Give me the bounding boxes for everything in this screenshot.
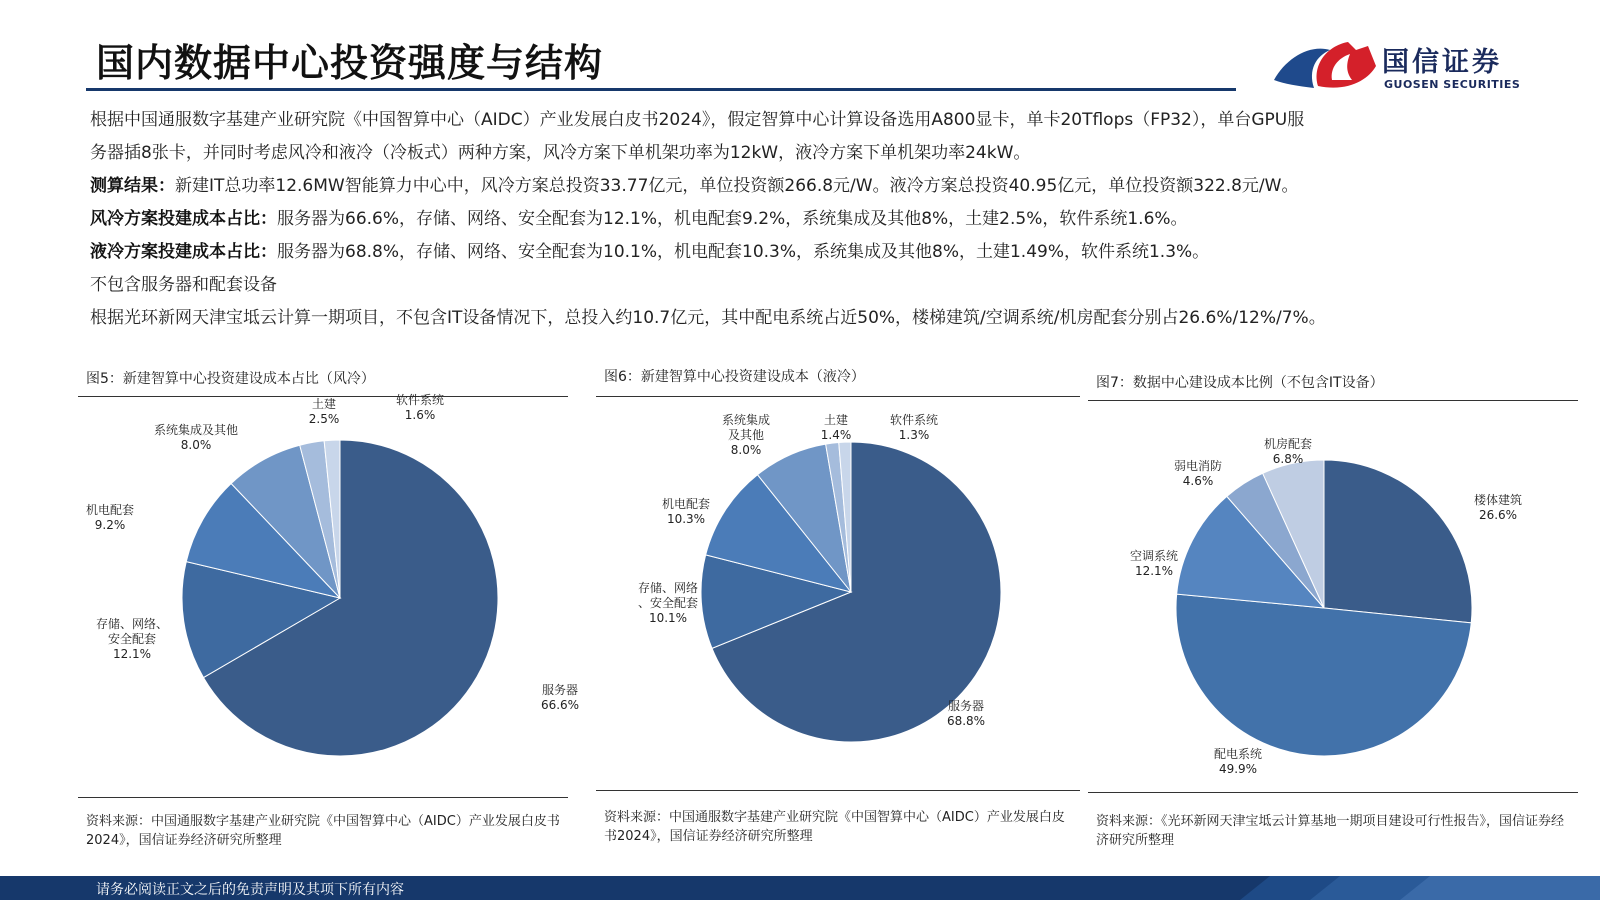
pie-label-3: 系统集成及其他 8.0% <box>153 423 239 452</box>
pie-label-5: 软件系统 1.6% <box>395 393 445 422</box>
pie-value-label: 9.2% <box>94 518 126 532</box>
pie-value-label: 2.5% <box>308 412 340 426</box>
pie-value-label: 66.6% <box>540 698 580 712</box>
pie-value-label: 8.0% <box>180 438 212 452</box>
summary-line: 风冷方案投建成本占比：服务器为66.6%，存储、网络、安全配套为12.1%，机电配套9.2%，系统集成及其他8%，土建2.5%，软件系统1.6%。 <box>90 209 1188 229</box>
logo-mark-icon <box>1272 36 1382 96</box>
footer-decoration-icon <box>1200 876 1600 900</box>
chart-title: 图5：新建智算中心投资建设成本占比（风冷） <box>86 371 375 387</box>
pie-label-1: 存储、网络、安全配套 12.1% <box>95 617 169 661</box>
chart-bottom-rule <box>78 797 568 798</box>
pie-label-5: 软件系统 1.3% <box>889 413 939 442</box>
pie-value-label: 10.1% <box>648 611 688 625</box>
pie-label-2: 机电配套 10.3% <box>661 497 711 526</box>
title-underline <box>86 88 1236 91</box>
summary-line: 不包含服务器和配套设备 <box>90 275 277 295</box>
chart-title: 图7：数据中心建设成本比例（不包含IT设备） <box>1096 375 1384 391</box>
pie-label-0: 服务器 68.8% <box>946 699 986 728</box>
chart-bottom-rule <box>596 790 1080 791</box>
summary-label: 风冷方案投建成本占比： <box>90 209 277 229</box>
chart-source: 资料来源：中国通服数字基建产业研究院《中国智算中心（AIDC）产业发展白皮书2024》，国信证券经济研究所整理 <box>86 814 560 848</box>
chart-panel-air-cooling <box>78 360 580 860</box>
pie-value-label: 26.6% <box>1478 508 1518 522</box>
pie-chart-datacenter-cost <box>1088 360 1578 780</box>
page-title: 国内数据中心投资强度与结构 <box>96 41 604 85</box>
pie-slice-1 <box>1176 594 1471 756</box>
pie-value-label: 10.3% <box>666 512 706 526</box>
pie-label-0: 楼体建筑 26.6% <box>1473 493 1523 522</box>
pie-value-label: 4.6% <box>1182 474 1214 488</box>
pie-value-label: 49.9% <box>1218 762 1258 776</box>
pie-chart-liquid-cooling <box>596 360 1080 780</box>
chart-panel-datacenter-cost <box>1088 360 1578 860</box>
footer-disclaimer: 请务必阅读正文之后的免责声明及其项下所有内容 <box>96 882 404 898</box>
chart-bottom-rule <box>1088 792 1578 793</box>
pie-label-1: 存储、网络、安全配套 10.1% <box>637 581 699 625</box>
brand-logo <box>1272 36 1532 96</box>
chart-title: 图6：新建智算中心投资建设成本（液冷） <box>604 369 865 385</box>
pie-label-2: 机电配套 9.2% <box>85 503 135 532</box>
pie-value-label: 12.1% <box>1134 564 1174 578</box>
chart-panel-liquid-cooling <box>596 360 1080 860</box>
pie-value-label: 12.1% <box>112 647 152 661</box>
summary-line: 务器插8张卡，并同时考虑风冷和液冷（冷板式）两种方案，风冷方案下单机架功率为12kW，液冷方案下单机架功率24kW。 <box>90 143 1031 163</box>
pie-value-label: 1.6% <box>404 408 436 422</box>
summary-label: 液冷方案投建成本占比： <box>90 242 277 262</box>
summary-text <box>90 104 1550 335</box>
pie-value-label: 1.3% <box>898 428 930 442</box>
logo-chinese-name: 国信证券 <box>1382 47 1502 78</box>
pie-label-1: 配电系统 49.9% <box>1213 747 1263 776</box>
pie-label-3: 弱电消防 4.6% <box>1173 459 1223 488</box>
pie-label-4: 土建 1.4% <box>820 413 852 442</box>
logo-english-name: GUOSEN SECURITIES <box>1384 78 1521 91</box>
summary-line: 根据光环新网天津宝坻云计算一期项目，不包含IT设备情况下，总投入约10.7亿元，其中配电系统占近50%，楼梯建筑/空调系统/机房配套分别占26.6%/12%/7%。 <box>90 308 1326 328</box>
pie-label-4: 土建 2.5% <box>308 397 340 426</box>
pie-value-label: 68.8% <box>946 714 986 728</box>
summary-line: 测算结果：新建IT总功率12.6MW智能算力中心中，风冷方案总投资33.77亿元，单位投资额266.8元/W。液冷方案总投资40.95亿元，单位投资额322.8元/W。 <box>90 176 1299 196</box>
pie-value-label: 6.8% <box>1272 452 1304 466</box>
pie-label-4: 机房配套 6.8% <box>1263 437 1313 466</box>
pie-value-label: 8.0% <box>730 443 762 457</box>
pie-label-2: 空调系统 12.1% <box>1129 549 1179 578</box>
summary-line: 液冷方案投建成本占比：服务器为68.8%，存储、网络、安全配套为10.1%，机电配套10.3%，系统集成及其他8%，土建1.49%，软件系统1.3%。 <box>90 242 1210 262</box>
summary-label: 测算结果： <box>90 176 175 196</box>
chart-source: 资料来源：《光环新网天津宝坻云计算基地一期项目建设可行性报告》，国信证券经济研究所整理 <box>1096 814 1565 848</box>
pie-slice-0 <box>1324 460 1472 623</box>
pie-value-label: 1.4% <box>820 428 852 442</box>
summary-line: 根据中国通服数字基建产业研究院《中国智算中心（AIDC）产业发展白皮书2024》，假定智算中心计算设备选用A800显卡，单卡20Tflops（FP32），单台GPU服 <box>90 110 1305 130</box>
pie-label-0: 服务器 66.6% <box>540 683 580 712</box>
page-header <box>0 0 1600 100</box>
chart-source: 资料来源：中国通服数字基建产业研究院《中国智算中心（AIDC）产业发展白皮书2024》，国信证券经济研究所整理 <box>604 810 1065 844</box>
pie-chart-air-cooling <box>78 360 580 780</box>
pie-label-3: 系统集成及其他 8.0% <box>721 413 771 457</box>
page-footer <box>0 876 1600 900</box>
